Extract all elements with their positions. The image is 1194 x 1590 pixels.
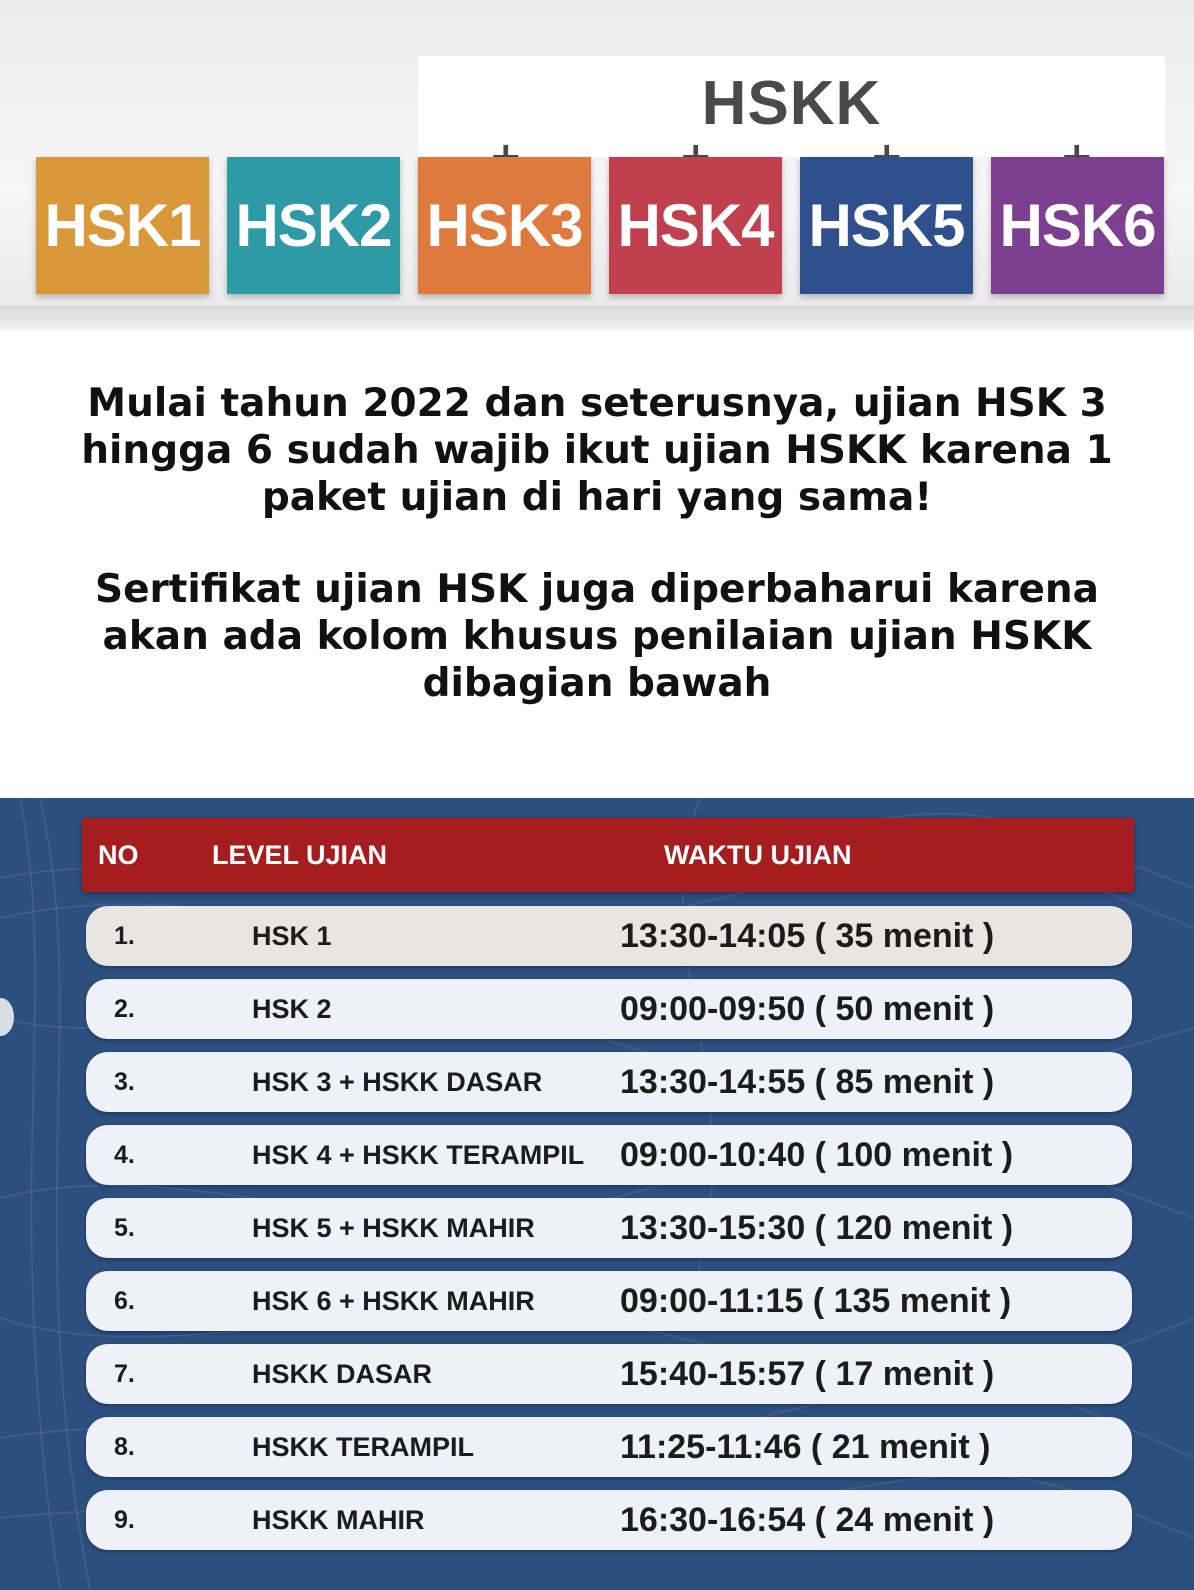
table-row: [86, 1344, 1132, 1404]
table-row: [86, 906, 1132, 966]
row-time: 13:30-15:30 ( 120 menit ): [620, 1209, 1014, 1247]
row-level: HSK 4 + HSKK TERAMPIL: [252, 1140, 585, 1170]
table-row: [86, 1052, 1132, 1112]
table-row: [86, 1271, 1132, 1331]
row-level: HSK 5 + HSKK MAHIR: [252, 1213, 535, 1243]
row-level: HSK 6 + HSKK MAHIR: [252, 1286, 535, 1316]
table-row: [86, 979, 1132, 1039]
row-time: 13:30-14:05 ( 35 menit ): [620, 917, 995, 955]
hsk4-tile: HSK4: [609, 157, 782, 294]
row-level: HSK 3 + HSKK DASAR: [252, 1067, 543, 1097]
info-paragraph-1: Mulai tahun 2022 dan seterusnya, ujian HSK 3 hingga 6 sudah wajib ikut ujian HSKK karena 1 paket ujian di hari yang sama!: [81, 381, 1113, 520]
header-level: LEVEL UJIAN: [212, 840, 388, 870]
header-time: WAKTU UJIAN: [664, 840, 852, 870]
row-time: 16:30-16:54 ( 24 menit ): [620, 1501, 995, 1539]
row-no: 7.: [114, 1360, 135, 1388]
row-no: 8.: [114, 1433, 135, 1461]
table-row: [86, 1417, 1132, 1477]
row-no: 5.: [114, 1214, 135, 1242]
table-row: [86, 1198, 1132, 1258]
hsk1-tile: HSK1: [36, 157, 209, 294]
hsk-levels-banner: [0, 0, 1194, 320]
row-time: 13:30-14:55 ( 85 menit ): [620, 1063, 995, 1101]
hsk2-tile: HSK2: [227, 157, 400, 294]
hsk6-tile: HSK6: [991, 157, 1164, 294]
row-time: 09:00-09:50 ( 50 menit ): [620, 990, 995, 1028]
table-row: [86, 1490, 1132, 1550]
info-section: [0, 330, 1194, 798]
hsk3-tile: HSK3: [418, 157, 591, 294]
row-no: 9.: [114, 1506, 135, 1534]
info-paragraph-2: Sertifikat ujian HSK juga diperbaharui karena akan ada kolom khusus penilaian ujian HSKK dibagian bawah: [95, 567, 1099, 706]
hskk-header-box: [418, 56, 1165, 157]
row-level: HSKK TERAMPIL: [252, 1432, 474, 1462]
row-no: 1.: [114, 922, 135, 950]
row-time: 15:40-15:57 ( 17 menit ): [620, 1355, 995, 1393]
row-no: 6.: [114, 1287, 135, 1315]
hskk-label: HSKK: [701, 69, 882, 138]
header-no: NO: [98, 840, 139, 870]
row-no: 4.: [114, 1141, 135, 1169]
table-header: [82, 818, 1134, 892]
row-level: HSK 2: [252, 994, 332, 1024]
table-row: [86, 1125, 1132, 1185]
row-no: 2.: [114, 995, 135, 1023]
row-time: 09:00-11:15 ( 135 menit ): [620, 1282, 1012, 1320]
row-no: 3.: [114, 1068, 135, 1096]
row-time: 11:25-11:46 ( 21 menit ): [620, 1428, 991, 1466]
row-level: HSK 1: [252, 921, 332, 951]
row-level: HSKK DASAR: [252, 1359, 433, 1389]
row-level: HSKK MAHIR: [252, 1505, 425, 1535]
hsk5-tile: HSK5: [800, 157, 973, 294]
row-time: 09:00-10:40 ( 100 menit ): [620, 1136, 1014, 1174]
banner-shadow: [0, 305, 1194, 329]
